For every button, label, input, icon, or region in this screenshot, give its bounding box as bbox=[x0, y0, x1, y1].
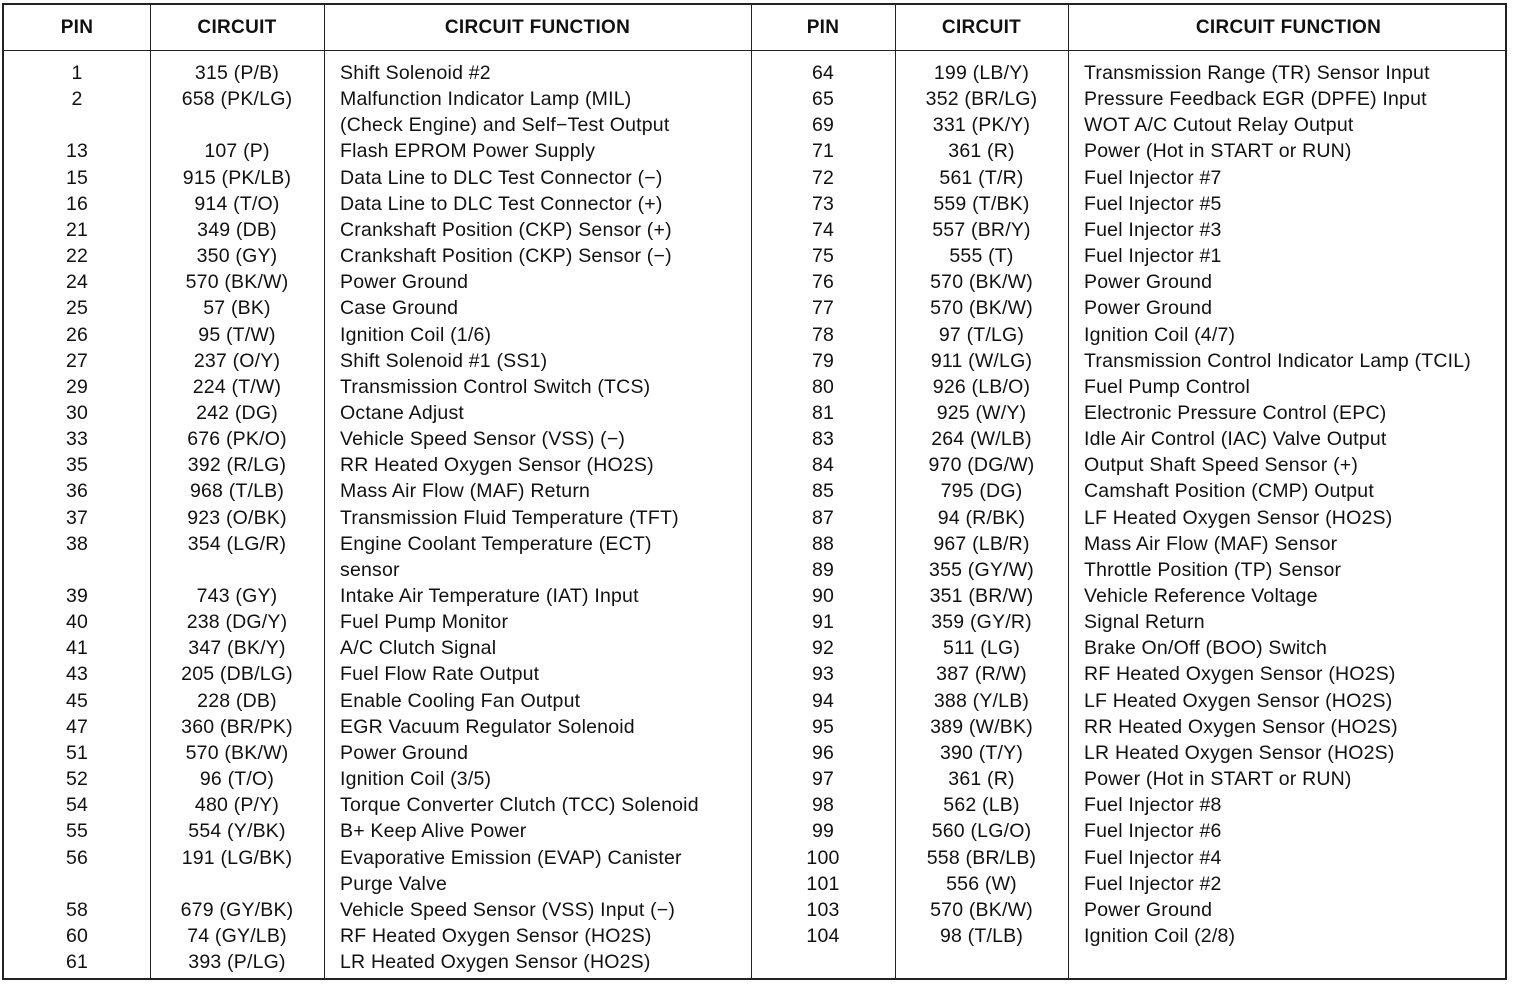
circuit-cell: 559 (T/BK) bbox=[933, 192, 1030, 215]
function-cell: Transmission Fluid Temperature (TFT) bbox=[340, 506, 679, 529]
circuit-cell: 95 (T/W) bbox=[198, 323, 276, 346]
pin-cell: 52 bbox=[65, 768, 89, 791]
pin-cell: 76 bbox=[811, 271, 835, 294]
circuit-cell: 331 (PK/Y) bbox=[932, 114, 1031, 137]
pin-cell: 58 bbox=[65, 898, 89, 921]
circuit-cell: 387 (R/W) bbox=[936, 663, 1027, 686]
circuit-cell: 360 (BR/PK) bbox=[181, 715, 293, 738]
pin-cell: 104 bbox=[806, 924, 840, 947]
circuit-cell: 96 (T/O) bbox=[199, 768, 275, 791]
function-cell: Power (Hot in START or RUN) bbox=[1084, 140, 1352, 163]
circuit-cell: 354 (LG/R) bbox=[187, 532, 287, 555]
circuit-cell: 555 (T) bbox=[949, 245, 1014, 268]
function-cell: Transmission Control Indicator Lamp (TCIL) bbox=[1084, 349, 1471, 372]
function-cell: (Check Engine) and Self−Test Output bbox=[340, 114, 670, 137]
table-row-right bbox=[4, 400, 1505, 426]
pin-cell: 47 bbox=[65, 715, 89, 738]
circuit-cell: 390 (T/Y) bbox=[939, 741, 1024, 764]
function-cell: Fuel Injector #2 bbox=[1084, 872, 1222, 895]
pin-cell: 30 bbox=[65, 401, 89, 424]
function-cell: Torque Converter Clutch (TCC) Solenoid bbox=[340, 794, 699, 817]
function-cell: Data Line to DLC Test Connector (+) bbox=[340, 192, 663, 215]
pin-cell: 56 bbox=[65, 846, 89, 869]
pin-cell: 25 bbox=[65, 297, 89, 320]
pin-cell: 55 bbox=[65, 820, 89, 843]
table-row-right bbox=[4, 845, 1505, 871]
table-row-right bbox=[4, 688, 1505, 714]
function-cell: Flash EPROM Power Supply bbox=[340, 140, 596, 163]
pin-cell: 24 bbox=[65, 271, 89, 294]
circuit-cell: 97 (T/LG) bbox=[938, 323, 1025, 346]
pin-cell: 36 bbox=[65, 480, 89, 503]
function-cell: Intake Air Temperature (IAT) Input bbox=[340, 585, 639, 607]
function-cell: Vehicle Speed Sensor (VSS) Input (−) bbox=[340, 898, 676, 921]
table-row-right bbox=[4, 818, 1505, 844]
header-circuit-left: CIRCUIT bbox=[197, 17, 277, 38]
function-cell: LF Heated Oxygen Sensor (HO2S) bbox=[1084, 506, 1393, 529]
pin-cell: 26 bbox=[65, 323, 89, 346]
pin-cell: 84 bbox=[811, 454, 835, 477]
circuit-cell: 554 (Y/BK) bbox=[188, 820, 286, 843]
function-cell: Malfunction Indicator Lamp (MIL) bbox=[340, 88, 632, 111]
table-row-right bbox=[4, 426, 1505, 452]
function-cell: LR Heated Oxygen Sensor (HO2S) bbox=[1084, 741, 1395, 764]
circuit-cell: 361 (R) bbox=[948, 140, 1015, 163]
pin-cell: 69 bbox=[811, 114, 835, 137]
function-cell: Engine Coolant Temperature (ECT) bbox=[340, 532, 652, 555]
table-row-right bbox=[4, 897, 1505, 923]
table-row-right bbox=[4, 531, 1505, 557]
circuit-cell: 359 (GY/R) bbox=[931, 611, 1032, 634]
table-row-right bbox=[4, 635, 1505, 661]
circuit-cell: 560 (LG/O) bbox=[931, 820, 1032, 843]
function-cell: Ignition Coil (2/8) bbox=[1084, 924, 1236, 947]
table-row-left bbox=[4, 949, 1505, 975]
circuit-cell: 361 (R) bbox=[948, 768, 1015, 791]
circuit-cell: 570 (BK/W) bbox=[930, 271, 1033, 294]
circuit-cell: 237 (O/Y) bbox=[193, 349, 281, 372]
circuit-cell: 480 (P/Y) bbox=[194, 794, 280, 817]
pin-cell: 79 bbox=[811, 349, 835, 372]
pin-cell: 41 bbox=[65, 637, 89, 660]
pin-cell: 96 bbox=[811, 741, 835, 764]
table-row-right bbox=[4, 60, 1505, 86]
function-cell: Vehicle Reference Voltage bbox=[1084, 585, 1318, 607]
function-cell: Power Ground bbox=[1084, 271, 1213, 294]
function-cell: B+ Keep Alive Power bbox=[340, 820, 527, 843]
function-cell: Signal Return bbox=[1084, 611, 1205, 634]
circuit-cell: 562 (LB) bbox=[943, 794, 1020, 817]
circuit-cell: 558 (BR/LB) bbox=[926, 846, 1037, 869]
function-cell: Ignition Coil (3/5) bbox=[340, 768, 492, 791]
function-cell: LF Heated Oxygen Sensor (HO2S) bbox=[1084, 689, 1393, 712]
pin-cell: 94 bbox=[811, 689, 835, 712]
table-row-right bbox=[4, 557, 1505, 583]
circuit-cell: 743 (GY) bbox=[196, 585, 278, 607]
pin-cell: 101 bbox=[806, 872, 840, 895]
table-row-right bbox=[4, 86, 1505, 112]
table-row-right bbox=[4, 923, 1505, 949]
function-cell: Power (Hot in START or RUN) bbox=[1084, 768, 1352, 791]
function-cell: Fuel Injector #1 bbox=[1084, 245, 1222, 268]
function-cell: Transmission Control Switch (TCS) bbox=[340, 375, 651, 398]
function-cell: Case Ground bbox=[340, 297, 459, 320]
table-row-right bbox=[4, 792, 1505, 818]
circuit-cell: 925 (W/Y) bbox=[936, 401, 1027, 424]
function-cell: Idle Air Control (IAC) Valve Output bbox=[1084, 428, 1387, 451]
pin-cell: 27 bbox=[65, 349, 89, 372]
circuit-cell: 205 (DB/LG) bbox=[181, 663, 293, 686]
function-cell: sensor bbox=[340, 558, 400, 581]
function-cell: Mass Air Flow (MAF) Return bbox=[340, 480, 591, 503]
function-cell: Power Ground bbox=[1084, 898, 1213, 921]
circuit-cell: 224 (T/W) bbox=[192, 375, 282, 398]
circuit-cell: 347 (BK/Y) bbox=[188, 637, 286, 660]
circuit-cell: 238 (DG/Y) bbox=[186, 611, 288, 634]
pin-cell: 51 bbox=[65, 741, 89, 764]
circuit-cell: 676 (PK/O) bbox=[187, 428, 287, 451]
function-cell: Fuel Pump Monitor bbox=[340, 611, 509, 634]
circuit-cell: 315 (P/B) bbox=[194, 62, 280, 84]
function-cell: Power Ground bbox=[340, 741, 469, 764]
function-cell: Fuel Injector #8 bbox=[1084, 794, 1222, 817]
pin-cell: 89 bbox=[811, 558, 835, 581]
function-cell: RF Heated Oxygen Sensor (HO2S) bbox=[340, 924, 652, 947]
pin-cell: 93 bbox=[811, 663, 835, 686]
circuit-cell: 926 (LB/O) bbox=[932, 375, 1031, 398]
table-row-right bbox=[4, 243, 1505, 269]
table-row-right bbox=[4, 714, 1505, 740]
pin-cell: 81 bbox=[811, 401, 835, 424]
pin-cell: 37 bbox=[65, 506, 89, 529]
function-cell: Data Line to DLC Test Connector (−) bbox=[340, 166, 663, 189]
pin-cell: 39 bbox=[65, 585, 89, 607]
pin-cell: 54 bbox=[65, 794, 89, 817]
pin-cell: 87 bbox=[811, 506, 835, 529]
pin-cell: 40 bbox=[65, 611, 89, 634]
circuit-cell: 570 (BK/W) bbox=[185, 271, 289, 294]
circuit-cell: 352 (BR/LG) bbox=[925, 88, 1038, 111]
function-cell: Evaporative Emission (EVAP) Canister bbox=[340, 846, 682, 869]
function-cell: Throttle Position (TP) Sensor bbox=[1084, 558, 1342, 581]
pin-cell: 91 bbox=[811, 611, 835, 634]
circuit-cell: 570 (BK/W) bbox=[930, 898, 1033, 921]
pin-cell: 16 bbox=[65, 192, 89, 215]
circuit-cell: 914 (T/O) bbox=[194, 192, 280, 215]
pin-cell: 2 bbox=[71, 88, 83, 111]
function-cell: Power Ground bbox=[1084, 297, 1213, 320]
function-cell: EGR Vacuum Regulator Solenoid bbox=[340, 715, 635, 738]
pin-cell: 75 bbox=[811, 245, 835, 268]
function-cell: Vehicle Speed Sensor (VSS) (−) bbox=[340, 428, 626, 451]
circuit-cell: 915 (PK/LB) bbox=[182, 166, 292, 189]
table-row-right bbox=[4, 661, 1505, 687]
function-cell: Ignition Coil (1/6) bbox=[340, 323, 492, 346]
circuit-cell: 511 (LG) bbox=[942, 637, 1021, 660]
pin-cell: 99 bbox=[811, 820, 835, 843]
header-function-right: CIRCUIT FUNCTION bbox=[1195, 17, 1382, 38]
function-cell: LR Heated Oxygen Sensor (HO2S) bbox=[340, 951, 651, 974]
table-row-right bbox=[4, 165, 1505, 191]
function-cell: A/C Clutch Signal bbox=[340, 637, 497, 660]
function-cell: Pressure Feedback EGR (DPFE) Input bbox=[1084, 88, 1427, 111]
table-row-right bbox=[4, 191, 1505, 217]
circuit-cell: 388 (Y/LB) bbox=[933, 689, 1030, 712]
pin-cell: 90 bbox=[811, 585, 835, 607]
function-cell: Brake On/Off (BOO) Switch bbox=[1084, 637, 1328, 660]
function-cell: Fuel Injector #6 bbox=[1084, 820, 1222, 843]
circuit-cell: 74 (GY/LB) bbox=[187, 924, 287, 947]
circuit-cell: 393 (P/LG) bbox=[188, 951, 286, 974]
function-cell: Fuel Injector #3 bbox=[1084, 218, 1222, 241]
table-row-right bbox=[4, 871, 1505, 897]
pin-cell: 65 bbox=[811, 88, 835, 111]
function-cell: Power Ground bbox=[340, 271, 469, 294]
pin-cell: 61 bbox=[65, 951, 89, 974]
pin-cell: 22 bbox=[65, 245, 89, 268]
circuit-cell: 355 (GY/W) bbox=[929, 558, 1034, 581]
circuit-cell: 570 (BK/W) bbox=[930, 297, 1033, 320]
circuit-cell: 795 (DG) bbox=[940, 480, 1023, 503]
table-row-right bbox=[4, 478, 1505, 504]
circuit-cell: 199 (LB/Y) bbox=[933, 62, 1030, 84]
pin-cell: 21 bbox=[65, 218, 89, 241]
function-cell: Mass Air Flow (MAF) Sensor bbox=[1084, 532, 1338, 555]
pin-cell: 78 bbox=[811, 323, 835, 346]
pin-cell: 77 bbox=[811, 297, 835, 320]
function-cell: Octane Adjust bbox=[340, 401, 465, 424]
function-cell: RF Heated Oxygen Sensor (HO2S) bbox=[1084, 663, 1396, 686]
pin-cell: 38 bbox=[65, 532, 89, 555]
function-cell: Camshaft Position (CMP) Output bbox=[1084, 480, 1374, 503]
table-row-right bbox=[4, 269, 1505, 295]
function-cell: Enable Cooling Fan Output bbox=[340, 689, 581, 712]
function-cell: WOT A/C Cutout Relay Output bbox=[1084, 114, 1354, 137]
pin-cell: 64 bbox=[811, 62, 835, 84]
function-cell: Fuel Injector #4 bbox=[1084, 846, 1222, 869]
pin-cell: 35 bbox=[65, 454, 89, 477]
table-row-right bbox=[4, 740, 1505, 766]
table-row-right bbox=[4, 348, 1505, 374]
function-cell: Crankshaft Position (CKP) Sensor (−) bbox=[340, 245, 672, 268]
circuit-cell: 923 (O/BK) bbox=[187, 506, 287, 529]
pinout-table bbox=[2, 3, 1507, 980]
function-cell: Output Shaft Speed Sensor (+) bbox=[1084, 454, 1359, 477]
pin-cell: 74 bbox=[811, 218, 835, 241]
table-row-right bbox=[4, 505, 1505, 531]
circuit-cell: 557 (BR/Y) bbox=[932, 218, 1031, 241]
circuit-cell: 911 (W/LG) bbox=[930, 349, 1033, 372]
function-cell: Ignition Coil (4/7) bbox=[1084, 323, 1236, 346]
circuit-cell: 556 (W) bbox=[946, 872, 1017, 895]
pin-cell: 29 bbox=[65, 375, 89, 398]
circuit-cell: 349 (DB) bbox=[197, 218, 277, 241]
header-pin-left: PIN bbox=[60, 17, 94, 38]
table-row-right bbox=[4, 138, 1505, 164]
pin-cell: 45 bbox=[65, 689, 89, 712]
function-cell: Purge Valve bbox=[340, 872, 447, 895]
table-row-right bbox=[4, 452, 1505, 478]
circuit-cell: 191 (LG/BK) bbox=[181, 846, 293, 869]
function-cell: Fuel Pump Control bbox=[1084, 375, 1250, 398]
pin-cell: 80 bbox=[811, 375, 835, 398]
pin-cell: 71 bbox=[811, 140, 835, 163]
pin-cell: 72 bbox=[811, 166, 835, 189]
function-cell: Fuel Injector #5 bbox=[1084, 192, 1222, 215]
table-row-right bbox=[4, 295, 1505, 321]
pin-cell: 73 bbox=[811, 192, 835, 215]
function-cell: Fuel Injector #7 bbox=[1084, 166, 1222, 189]
circuit-cell: 967 (LB/R) bbox=[933, 532, 1030, 555]
header-pin-right: PIN bbox=[806, 17, 840, 38]
table-row-right bbox=[4, 609, 1505, 635]
pin-cell: 13 bbox=[65, 140, 89, 163]
pin-cell: 103 bbox=[806, 898, 840, 921]
circuit-cell: 351 (BR/W) bbox=[929, 585, 1034, 607]
header-divider bbox=[4, 50, 1505, 51]
circuit-cell: 561 (T/R) bbox=[939, 166, 1024, 189]
pin-cell: 92 bbox=[811, 637, 835, 660]
pin-cell: 60 bbox=[65, 924, 89, 947]
circuit-cell: 570 (BK/W) bbox=[185, 741, 289, 764]
circuit-cell: 228 (DB) bbox=[197, 689, 277, 712]
circuit-cell: 968 (T/LB) bbox=[189, 480, 285, 503]
function-cell: Shift Solenoid #1 (SS1) bbox=[340, 349, 548, 372]
circuit-cell: 389 (W/BK) bbox=[930, 715, 1033, 738]
table-row-right bbox=[4, 766, 1505, 792]
circuit-cell: 107 (P) bbox=[204, 140, 270, 163]
function-cell: Fuel Flow Rate Output bbox=[340, 663, 540, 686]
pin-cell: 88 bbox=[811, 532, 835, 555]
circuit-cell: 242 (DG) bbox=[196, 401, 278, 424]
function-cell: RR Heated Oxygen Sensor (HO2S) bbox=[340, 454, 654, 477]
header-circuit-right: CIRCUIT bbox=[941, 17, 1022, 38]
pin-cell: 95 bbox=[811, 715, 835, 738]
function-cell: Transmission Range (TR) Sensor Input bbox=[1084, 62, 1430, 84]
pin-cell: 83 bbox=[811, 428, 835, 451]
pin-cell: 100 bbox=[806, 846, 840, 869]
function-cell: Electronic Pressure Control (EPC) bbox=[1084, 401, 1387, 424]
table-row-right bbox=[4, 374, 1505, 400]
circuit-cell: 970 (DG/W) bbox=[928, 454, 1035, 477]
circuit-cell: 98 (T/LB) bbox=[939, 924, 1024, 947]
pin-cell: 97 bbox=[811, 768, 835, 791]
header-function-left: CIRCUIT FUNCTION bbox=[444, 17, 631, 38]
pin-cell: 98 bbox=[811, 794, 835, 817]
table-row-right bbox=[4, 217, 1505, 243]
function-cell: Shift Solenoid #2 bbox=[340, 62, 491, 84]
circuit-cell: 350 (GY) bbox=[196, 245, 278, 268]
pin-cell: 1 bbox=[71, 62, 83, 84]
pin-cell: 15 bbox=[65, 166, 89, 189]
pin-cell: 43 bbox=[65, 663, 89, 686]
circuit-cell: 94 (R/BK) bbox=[937, 506, 1026, 529]
circuit-cell: 392 (R/LG) bbox=[187, 454, 287, 477]
function-cell: RR Heated Oxygen Sensor (HO2S) bbox=[1084, 715, 1398, 738]
table-row-right bbox=[4, 583, 1505, 609]
pin-cell: 85 bbox=[811, 480, 835, 503]
circuit-cell: 264 (W/LB) bbox=[931, 428, 1032, 451]
table-row-right bbox=[4, 322, 1505, 348]
pin-cell: 33 bbox=[65, 428, 89, 451]
table-row-right bbox=[4, 112, 1505, 138]
function-cell: Crankshaft Position (CKP) Sensor (+) bbox=[340, 218, 672, 241]
circuit-cell: 658 (PK/LG) bbox=[181, 88, 293, 111]
circuit-cell: 679 (GY/BK) bbox=[180, 898, 294, 921]
circuit-cell: 57 (BK) bbox=[203, 297, 271, 320]
